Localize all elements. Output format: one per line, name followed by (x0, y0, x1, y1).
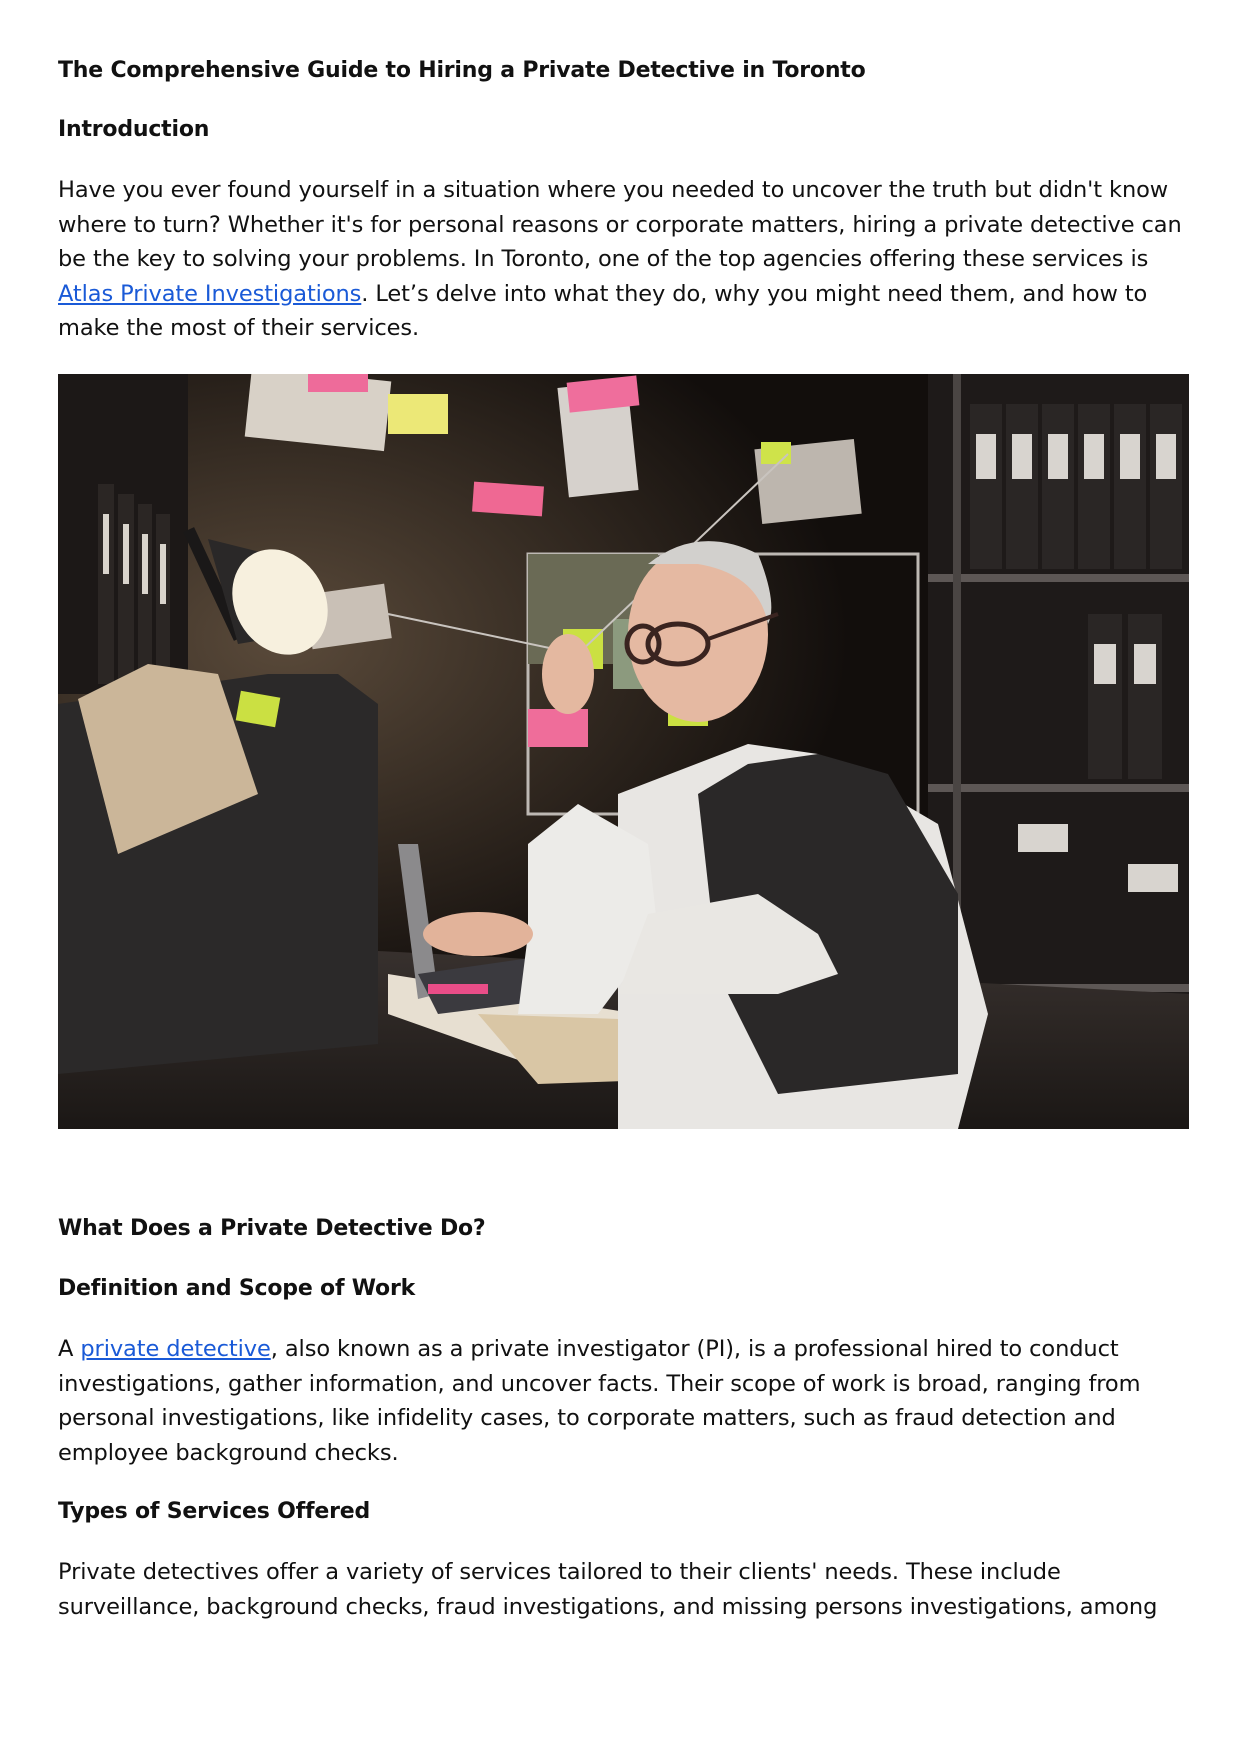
intro-text: Have you ever found yourself in a situation where you needed to uncover the truth but didn't know where to turn? Whether it's for personal reasons or corporate matters, hiring a private detective can be the key to solving your problems. In Toronto, one of the top agencies offering these services is (58, 177, 1182, 272)
document-title: The Comprehensive Guide to Hiring a Private Detective in Toronto (58, 58, 866, 83)
definition-paragraph (58, 1332, 1198, 1470)
subheading-definition: Definition and Scope of Work (58, 1276, 416, 1301)
intro-paragraph (58, 173, 1198, 346)
services-paragraph: Private detectives offer a variety of services tailored to their clients' needs. These include surveillance, background checks, fraud investigations, and missing persons investigations, among (58, 1559, 1158, 1620)
detective-photo (58, 374, 1189, 1129)
subheading-types-of-services: Types of Services Offered (58, 1499, 371, 1524)
intro-text-end: . Let’s delve into what they do, why you might need them, and how to make the most of their services. (58, 280, 1148, 341)
section-heading-what-does: What Does a Private Detective Do? (58, 1216, 486, 1241)
atlas-private-investigations-link[interactable]: Atlas Private Investigations (58, 280, 362, 307)
definition-text-end: , also known as a private investigator (PI), is a professional hired to conduct investigations, gather information, and uncover facts. Their scope of work is broad, ranging from personal investigations, like infidelity cases, to corporate matters, such as fraud detection and employee background checks. (58, 1336, 1141, 1466)
private-detective-link[interactable]: private detective (80, 1336, 271, 1362)
intro-heading: Introduction (58, 117, 210, 142)
definition-text: A (58, 1336, 81, 1362)
